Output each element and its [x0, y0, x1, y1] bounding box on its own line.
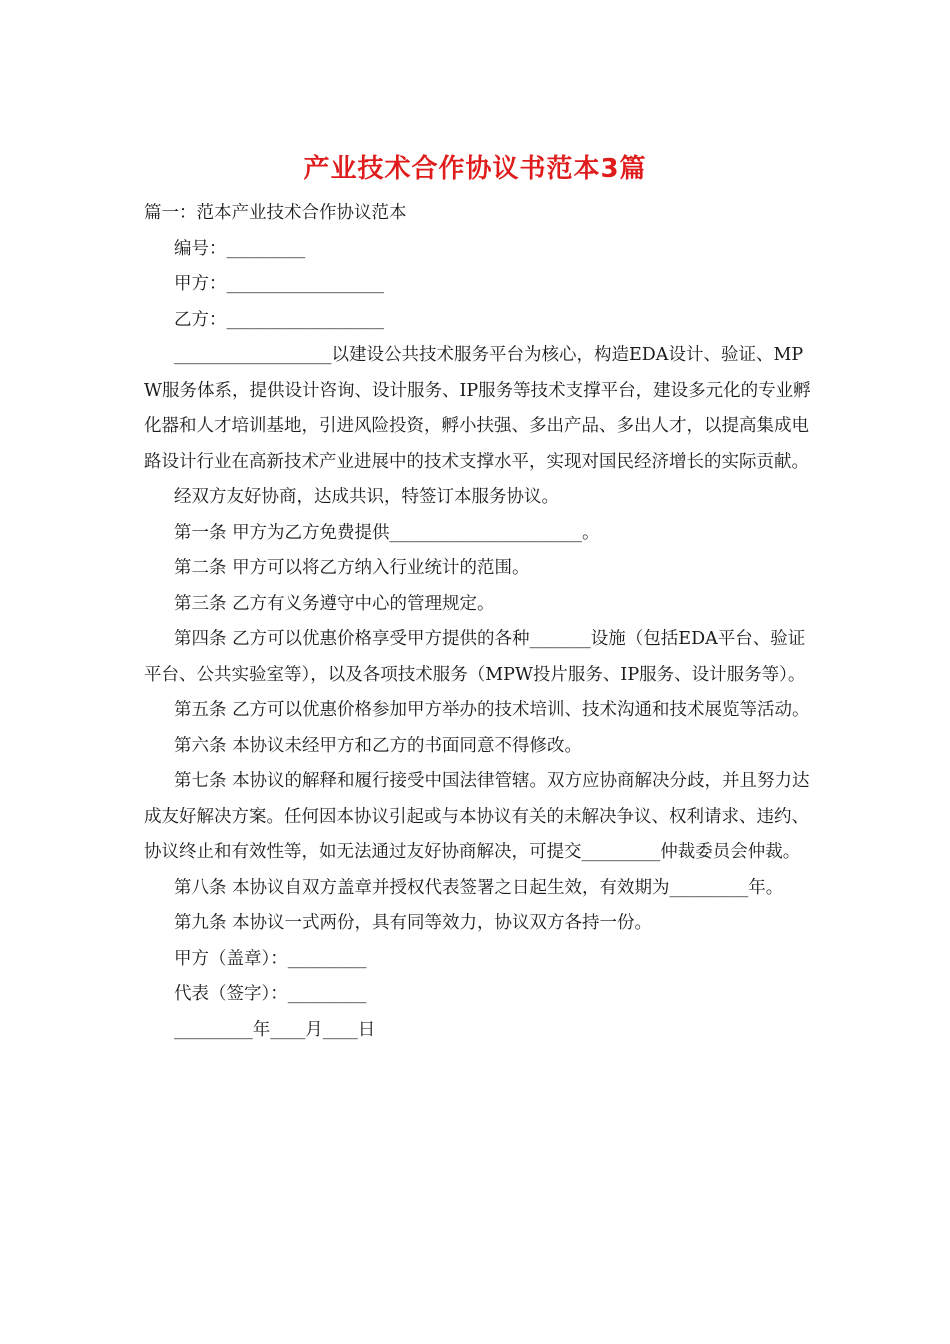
document-title: 产业技术合作协议书范本3篇: [303, 154, 647, 184]
signature-date: _________年____月____日: [174, 1019, 376, 1040]
article-6: 第六条 本协议未经甲方和乙方的书面同意不得修改。: [174, 735, 583, 756]
field-party-b: 乙方：__________________: [174, 309, 384, 330]
signature-representative: 代表（签字）：_________: [174, 984, 367, 1004]
section-heading: 篇一：范本产业技术合作协议范本: [144, 203, 407, 223]
signature-party-a-seal: 甲方（盖章）：_________: [174, 948, 367, 969]
article-9: 第九条 本协议一式两份，具有同等效力，协议双方各持一份。: [174, 913, 653, 933]
article-8: 第八条 本协议自双方盖章并授权代表签署之日起生效，有效期为_________年。: [174, 877, 784, 898]
intro-paragraph: __________________以建设公共技术服务平台为核心，构造EDA设计、验证、MPW服务体系，提供设计咨询、设计服务、IP服务等技术支撑平台，建设多元化的专业孵化器和人才培训基地，引进风险投资，孵小扶强、多出产品、多出人才，以提高集成电路设计行业在高新技术产业进展中的技术支撑水平，实现对国民经济增长的实际贡献。: [144, 345, 811, 472]
field-party-a: 甲方：__________________: [174, 274, 384, 294]
article-3: 第三条 乙方有义务遵守中心的管理规定。: [174, 593, 495, 614]
article-5: 第五条 乙方可以优惠价格参加甲方举办的技术培训、技术沟通和技术展览等活动。: [174, 700, 810, 720]
field-number: 编号：_________: [174, 238, 306, 259]
article-2: 第二条 甲方可以将乙方纳入行业统计的范围。: [174, 558, 530, 578]
document-body: [144, 196, 816, 1048]
article-4: 第四条 乙方可以优惠价格享受甲方提供的各种_______设施（包括EDA平台、验证平台、公共实验室等），以及各项技术服务（MPW投片服务、IP服务、设计服务等）。: [144, 629, 806, 685]
article-1: 第一条 甲方为乙方免费提供______________________。: [174, 522, 600, 543]
article-7: 第七条 本协议的解释和履行接受中国法律管辖。双方应协商解决分歧，并且努力达成友好解决方案。任何因本协议引起或与本协议有关的未解决争议、权利请求、违约、协议终止和有效性等，如无法通过友好协商解决，可提交_________仲裁委员会仲裁。: [144, 771, 810, 862]
agreement-paragraph: 经双方友好协商，达成共识，特签订本服务协议。: [174, 487, 559, 507]
